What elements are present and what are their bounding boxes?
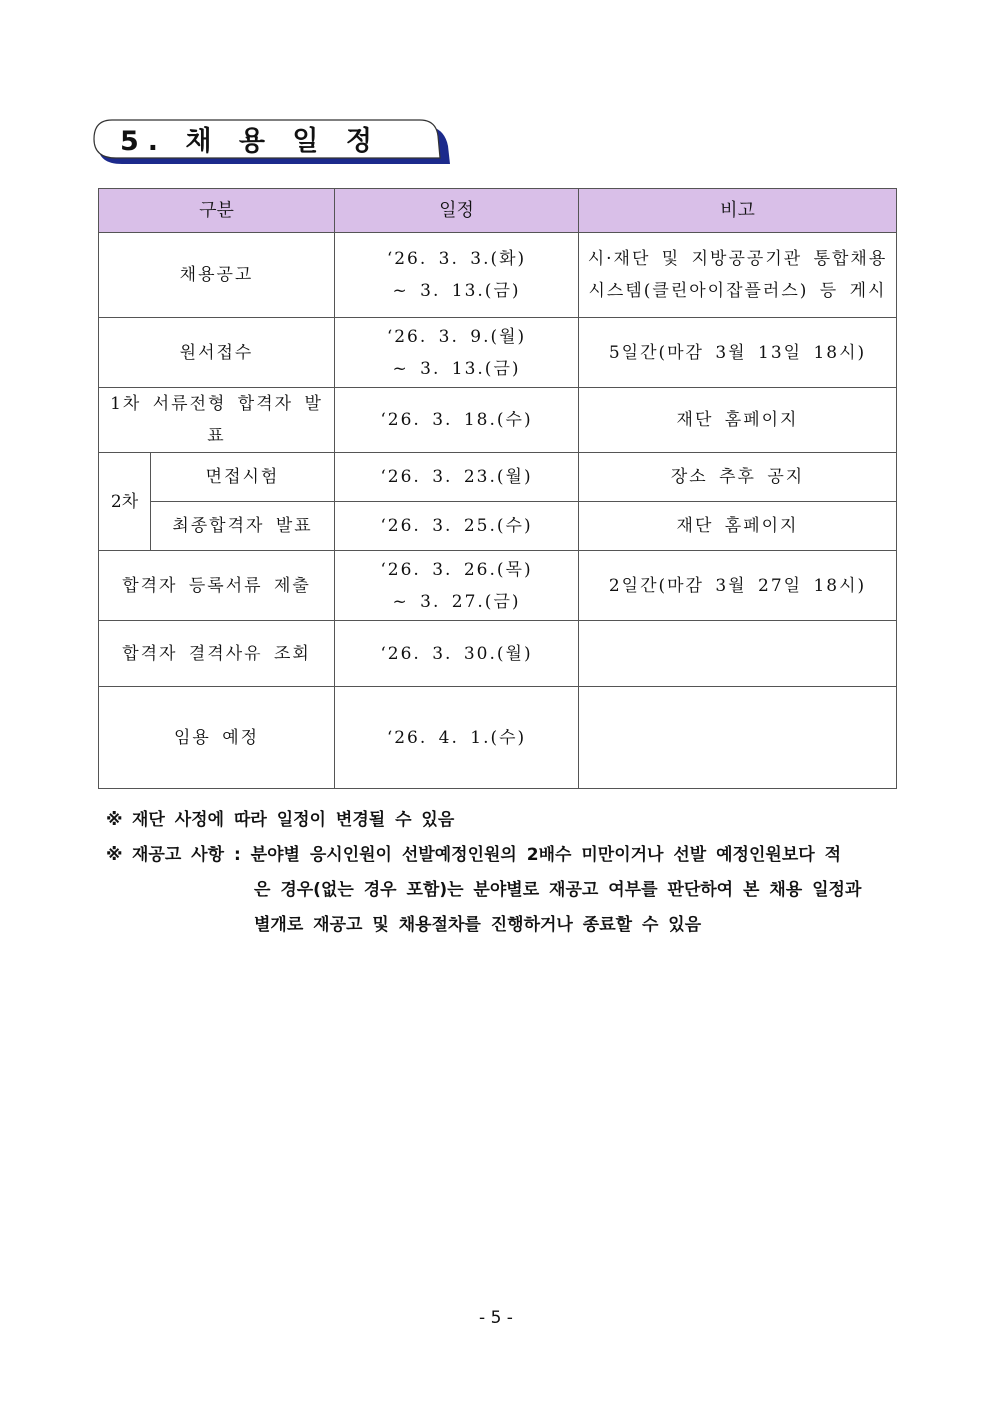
table-row [99,233,897,318]
table-row [99,551,897,621]
notes-section [106,803,896,943]
remark-cell: 재단 홈페이지 [579,502,897,551]
note-label: 재공고 사항 : [132,845,241,865]
note-line: 분야별 응시인원이 선발예정인원의 2배수 미만이거나 선발 예정인원보다 적 [250,845,842,865]
date-end: ~ 3. 27.(금) [392,591,521,612]
date-end: ~ 3. 13.(금) [392,358,521,379]
header-category: 구분 [99,189,335,233]
remark-cell: 5일간(마감 3월 13일 18시) [579,318,897,388]
date-start: ‘26. 3. 3.(화) [386,249,527,269]
date-cell: ‘26. 4. 1.(수) [335,687,579,789]
schedule-table [98,188,897,789]
category-cell: 1차 서류전형 합격자 발표 [99,388,335,453]
remark-cell: 장소 추후 공지 [579,453,897,502]
category-cell: 합격자 등록서류 제출 [99,551,335,621]
table-row [99,318,897,388]
category-cell: 합격자 결격사유 조회 [99,621,335,687]
remark-cell [579,687,897,789]
remark-line: 시·재단 및 지방공공기관 통합채용 [587,249,888,269]
reference-mark-icon: ※ [106,845,123,865]
category-cell: 임용 예정 [99,687,335,789]
group-cell: 2차 [99,453,151,551]
category-cell: 원서접수 [99,318,335,388]
date-cell: ‘26. 3. 30.(월) [335,621,579,687]
remark-cell [579,233,897,318]
category-cell: 최종합격자 발표 [151,502,335,551]
note-text [132,838,896,873]
table-row [99,621,897,687]
note-item [106,803,896,838]
date-cell [335,551,579,621]
note-line: 별개로 재공고 및 채용절차를 진행하거나 종료할 수 있음 [254,915,702,935]
remark-line: 시스템(클린아이잡플러스) 등 게시 [588,281,887,301]
date-cell: ‘26. 3. 23.(월) [335,453,579,502]
table-row [99,453,897,502]
date-cell: ‘26. 3. 18.(수) [335,388,579,453]
date-cell: ‘26. 3. 25.(수) [335,502,579,551]
section-title: 5. 채 용 일 정 [120,126,381,157]
note-text: 재단 사정에 따라 일정이 변경될 수 있음 [132,810,455,830]
table-header-row [99,189,897,233]
date-end: ~ 3. 13.(금) [392,281,521,301]
table-row [99,687,897,789]
category-cell: 채용공고 [99,233,335,318]
note-item [106,838,896,873]
header-schedule: 일정 [335,189,579,233]
date-start: ‘26. 3. 9.(월) [386,326,527,347]
section-heading [92,118,452,166]
header-remarks: 비고 [579,189,897,233]
category-cell: 면접시험 [151,453,335,502]
table-row [99,388,897,453]
reference-mark-icon: ※ [106,810,123,830]
remark-cell: 재단 홈페이지 [579,388,897,453]
remark-cell [579,621,897,687]
table-row [99,502,897,551]
remark-cell: 2일간(마감 3월 27일 18시) [579,551,897,621]
date-cell [335,233,579,318]
note-line: 은 경우(없는 경우 포함)는 분야별로 재공고 여부를 판단하여 본 채용 일정과 [254,880,862,900]
date-start: ‘26. 3. 26.(목) [380,559,533,580]
date-cell [335,318,579,388]
page-number: - 5 - [479,1308,513,1328]
